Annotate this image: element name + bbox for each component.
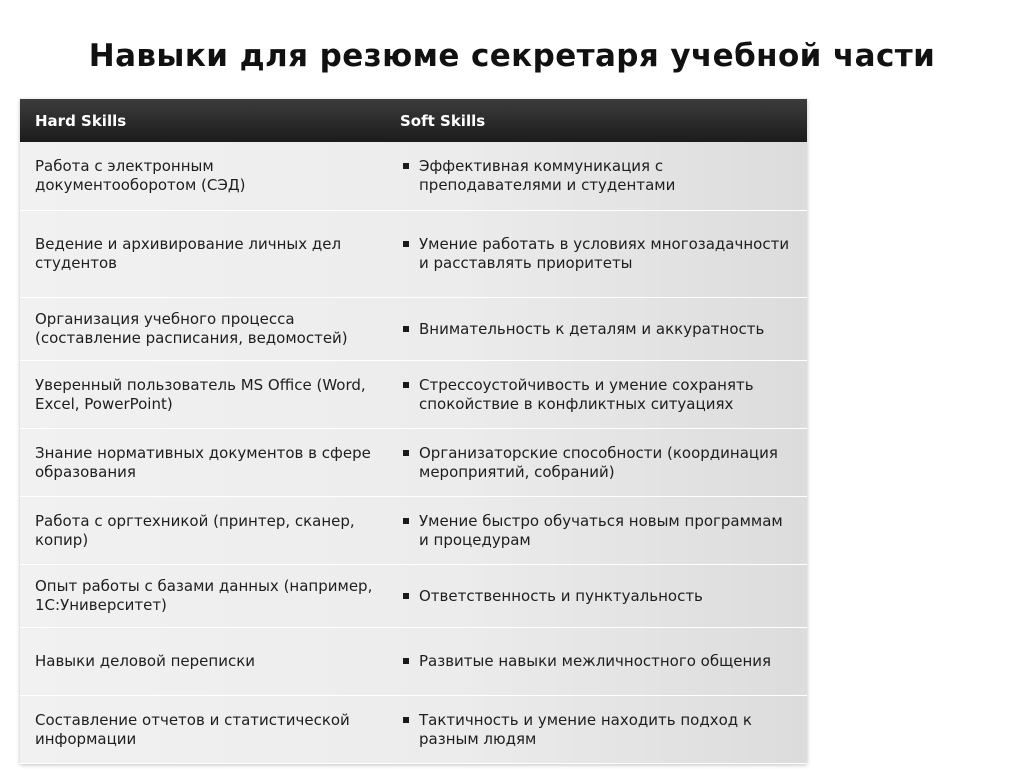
- soft-skill-text: Внимательность к деталям и аккуратность: [419, 319, 765, 338]
- soft-skill-text: Стрессоустойчивость и умение сохранять спокойствие в конфликтных ситуациях: [419, 375, 754, 413]
- table-header: [20, 99, 807, 142]
- hard-skill-cell: Организация учебного процесса (составление расписания, ведомостей): [35, 310, 348, 347]
- soft-skill-text: Умение быстро обучаться новым программам и процедурам: [419, 511, 783, 549]
- bullet-icon: [403, 450, 409, 456]
- soft-skill-text: Организаторские способности (координация мероприятий, собраний): [419, 443, 778, 481]
- skills-table: [20, 99, 807, 764]
- table-row: [20, 211, 807, 298]
- table-body: [20, 142, 807, 764]
- soft-skill-text: Умение работать в условиях многозадачности и расставлять приоритеты: [419, 235, 790, 272]
- bullet-icon: [403, 326, 409, 332]
- soft-skill-cell: [385, 320, 807, 339]
- soft-skill-cell: [385, 444, 807, 482]
- bullet-icon: [403, 241, 409, 247]
- hard-skill-cell: Навыки деловой переписки: [35, 652, 256, 670]
- table-row: [20, 361, 807, 429]
- header-soft-skills: Soft Skills: [400, 111, 486, 130]
- hard-skill-cell: Ведение и архивирование личных дел студентов: [35, 235, 342, 272]
- table-row: [20, 497, 807, 565]
- table-row: [20, 565, 807, 628]
- soft-skill-text: Развитые навыки межличностного общения: [419, 652, 772, 670]
- table-row: [20, 628, 807, 696]
- table-row: [20, 696, 807, 764]
- bullet-icon: [403, 593, 409, 599]
- hard-skill-cell: Составление отчетов и статистической информации: [35, 710, 350, 748]
- table-row: [20, 142, 807, 211]
- soft-skill-cell: [385, 157, 807, 195]
- soft-skill-cell: [385, 587, 807, 606]
- page-title: Навыки для резюме секретаря учебной части: [88, 38, 936, 74]
- bullet-icon: [403, 658, 409, 664]
- hard-skill-cell: Уверенный пользователь MS Office (Word, Excel, PowerPoint): [35, 375, 366, 413]
- header-hard-skills: Hard Skills: [35, 111, 127, 130]
- table-row: [20, 298, 807, 361]
- bullet-icon: [403, 382, 409, 388]
- soft-skill-cell: [385, 711, 807, 749]
- hard-skill-cell: Опыт работы с базами данных (например, 1С:Университет): [35, 577, 373, 614]
- soft-skill-cell: [385, 376, 807, 414]
- table-row: [20, 429, 807, 497]
- hard-skill-cell: Знание нормативных документов в сфере образования: [35, 443, 371, 481]
- bullet-icon: [403, 163, 409, 169]
- bullet-icon: [403, 518, 409, 524]
- soft-skill-cell: [385, 235, 807, 273]
- soft-skill-text: Тактичность и умение находить подход к разным людям: [419, 710, 752, 748]
- soft-skill-cell: [385, 652, 807, 671]
- hard-skill-cell: Работа с электронным документооборотом (СЭД): [35, 157, 246, 194]
- bullet-icon: [403, 717, 409, 723]
- soft-skill-text: Ответственность и пунктуальность: [419, 586, 703, 605]
- soft-skill-cell: [385, 512, 807, 550]
- hard-skill-cell: Работа с оргтехникой (принтер, сканер, копир): [35, 511, 355, 549]
- soft-skill-text: Эффективная коммуникация с преподавателями и студентами: [419, 157, 676, 194]
